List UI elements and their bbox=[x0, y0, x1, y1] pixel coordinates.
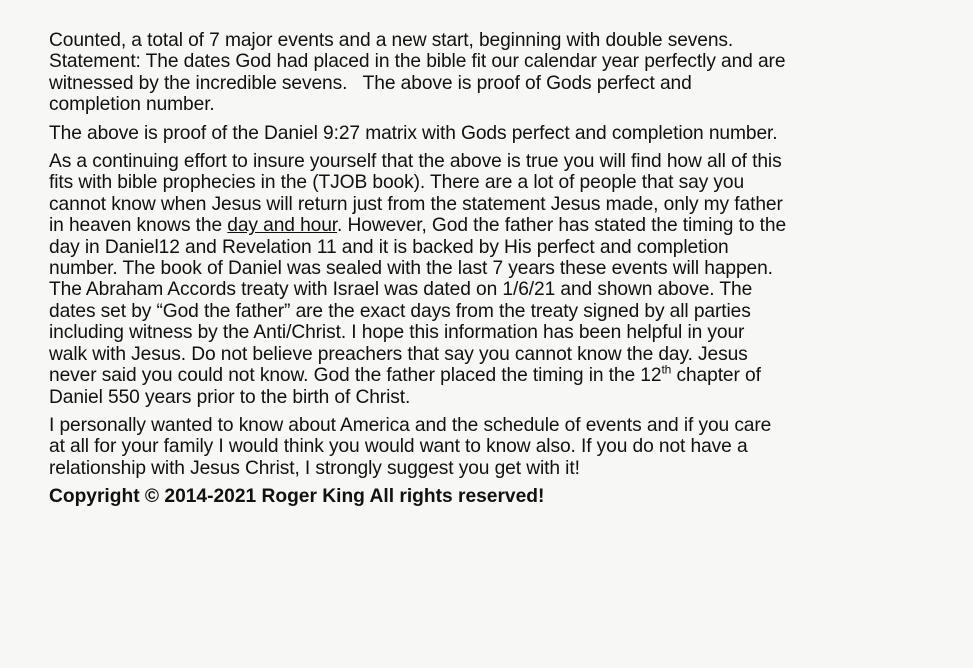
text-line: fits with bible prophecies in the (TJOB book). There are a lot of people that say you bbox=[49, 172, 745, 194]
text-line: Statement: The dates God had placed in the bible fit our calendar year perfectly and are bbox=[49, 51, 786, 73]
text-line: at all for your family I would think you would want to know also. If you do not have a bbox=[49, 436, 748, 458]
paragraph-daniel-matrix bbox=[49, 123, 933, 144]
underlined-phrase: day and hour bbox=[227, 215, 338, 237]
text-line: number. The book of Daniel was sealed with the last 7 years these events will happen. bbox=[49, 258, 773, 280]
text-line bbox=[49, 215, 933, 236]
text-fragment: in heaven knows the bbox=[49, 215, 228, 237]
text-line: including witness by the Anti/Christ. I hope this information has been helpful in your bbox=[49, 322, 745, 344]
paragraph-counted-events bbox=[49, 30, 933, 116]
text-line: completion number. bbox=[49, 94, 215, 116]
text-line: Counted, a total of 7 major events and a new start, beginning with double sevens. bbox=[49, 30, 734, 51]
text-line: Daniel 550 years prior to the birth of Christ. bbox=[49, 386, 411, 408]
text-fragment: never said you could not know. God the father placed the timing in the 12 bbox=[49, 365, 662, 387]
text-line: The Abraham Accords treaty with Israel was dated on 1/6/21 and shown above. The bbox=[49, 279, 753, 301]
text-fragment: chapter of bbox=[671, 365, 761, 387]
text-line: cannot know when Jesus will return just from the statement Jesus made, only my father bbox=[49, 193, 783, 215]
paragraph-america-schedule bbox=[49, 415, 933, 479]
text-line: day in Daniel12 and Revelation 11 and it is backed by His perfect and completion bbox=[49, 236, 729, 258]
text-line bbox=[49, 362, 933, 387]
text-line: As a continuing effort to insure yourself that the above is true you will find how all of this bbox=[49, 151, 782, 173]
paragraph-continuing-effort bbox=[49, 151, 933, 408]
copyright-notice: Copyright © 2014-2021 Roger King All rights reserved! bbox=[49, 486, 545, 508]
text-fragment: . However, God the father has stated the timing to the bbox=[337, 215, 787, 237]
text-line: witnessed by the incredible sevens. The above is proof of Gods perfect and bbox=[49, 72, 692, 94]
text-line: The above is proof of the Daniel 9:27 matrix with Gods perfect and completion number. bbox=[49, 122, 778, 144]
text-line: relationship with Jesus Christ, I strongly suggest you get with it! bbox=[49, 457, 580, 479]
text-line: walk with Jesus. Do not believe preachers that say you cannot know the day. Jesus bbox=[49, 343, 748, 365]
superscript: th bbox=[661, 362, 672, 377]
text-line: dates set by “God the father” are the exact days from the treaty signed by all parties bbox=[49, 300, 751, 322]
text-line: I personally wanted to know about America and the schedule of events and if you care bbox=[49, 414, 772, 436]
